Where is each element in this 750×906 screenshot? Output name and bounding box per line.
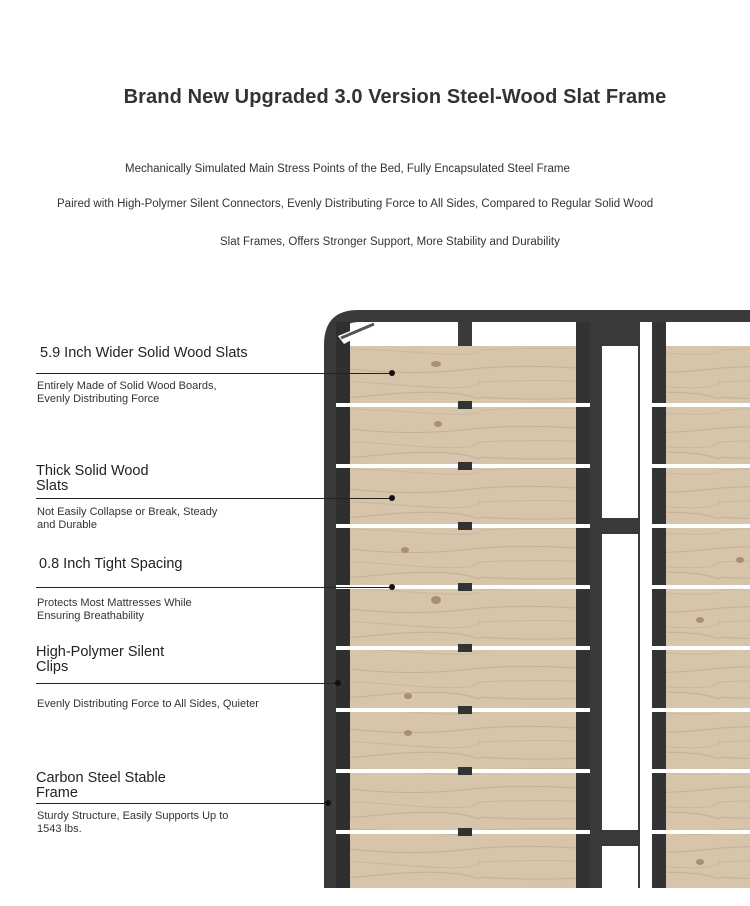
feature-desc-steel-frame: Sturdy Structure, Easily Supports Up to 1543 lbs.	[37, 810, 229, 835]
silent-clip	[458, 401, 472, 409]
callout-dot	[389, 370, 395, 376]
subtitle-line-3: Slat Frames, Offers Stronger Support, More Stability and Durability	[220, 236, 560, 248]
leader-line	[36, 373, 392, 374]
silent-clip	[458, 644, 472, 652]
leader-line	[36, 498, 392, 499]
slat-gap	[652, 646, 750, 650]
callout-dot	[389, 495, 395, 501]
leader-line	[36, 803, 328, 804]
slat-gap	[652, 585, 750, 589]
slat-gap	[652, 769, 750, 773]
leader-line	[36, 683, 338, 684]
slat-gap	[652, 464, 750, 468]
feature-title-wide-slats: 5.9 Inch Wider Solid Wood Slats	[40, 345, 248, 361]
feature-title-tight-spacing: 0.8 Inch Tight Spacing	[39, 556, 183, 572]
silent-clip	[458, 828, 472, 836]
wood-panel-left	[350, 346, 576, 888]
callout-dot	[389, 584, 395, 590]
subtitle-line-2: Paired with High-Polymer Silent Connectors, Evenly Distributing Force to All Sides, Compared to Regular Solid Wood	[57, 198, 654, 210]
slat-gap	[652, 403, 750, 407]
silent-clip	[458, 706, 472, 714]
silent-clip	[458, 462, 472, 470]
feature-desc-thick-slats: Not Easily Collapse or Break, Steady and Durable	[37, 506, 218, 531]
feature-title-silent-clips: High-Polymer Silent Clips	[36, 644, 165, 675]
feature-title-thick-slats: Thick Solid Wood Slats	[36, 463, 149, 494]
slat-gap	[652, 524, 750, 528]
silent-clip	[458, 767, 472, 775]
feature-desc-silent-clips: Evenly Distributing Force to All Sides, Quieter	[37, 698, 259, 710]
feature-desc-wide-slats: Entirely Made of Solid Wood Boards, Evenly Distributing Force	[37, 380, 217, 405]
slat-gap	[652, 708, 750, 712]
callout-dot	[335, 680, 341, 686]
silent-clip	[458, 583, 472, 591]
leader-line	[36, 587, 392, 588]
wood-panel-right	[666, 346, 750, 888]
feature-desc-tight-spacing: Protects Most Mattresses While Ensuring Breathability	[37, 597, 192, 622]
subtitle-line-1: Mechanically Simulated Main Stress Points of the Bed, Fully Encapsulated Steel Frame	[125, 163, 570, 175]
slat-gap	[652, 830, 750, 834]
silent-clip	[458, 522, 472, 530]
feature-title-steel-frame: Carbon Steel Stable Frame	[36, 770, 166, 801]
page-title: Brand New Upgraded 3.0 Version Steel-Wood Slat Frame	[123, 86, 667, 108]
callout-dot	[325, 800, 331, 806]
